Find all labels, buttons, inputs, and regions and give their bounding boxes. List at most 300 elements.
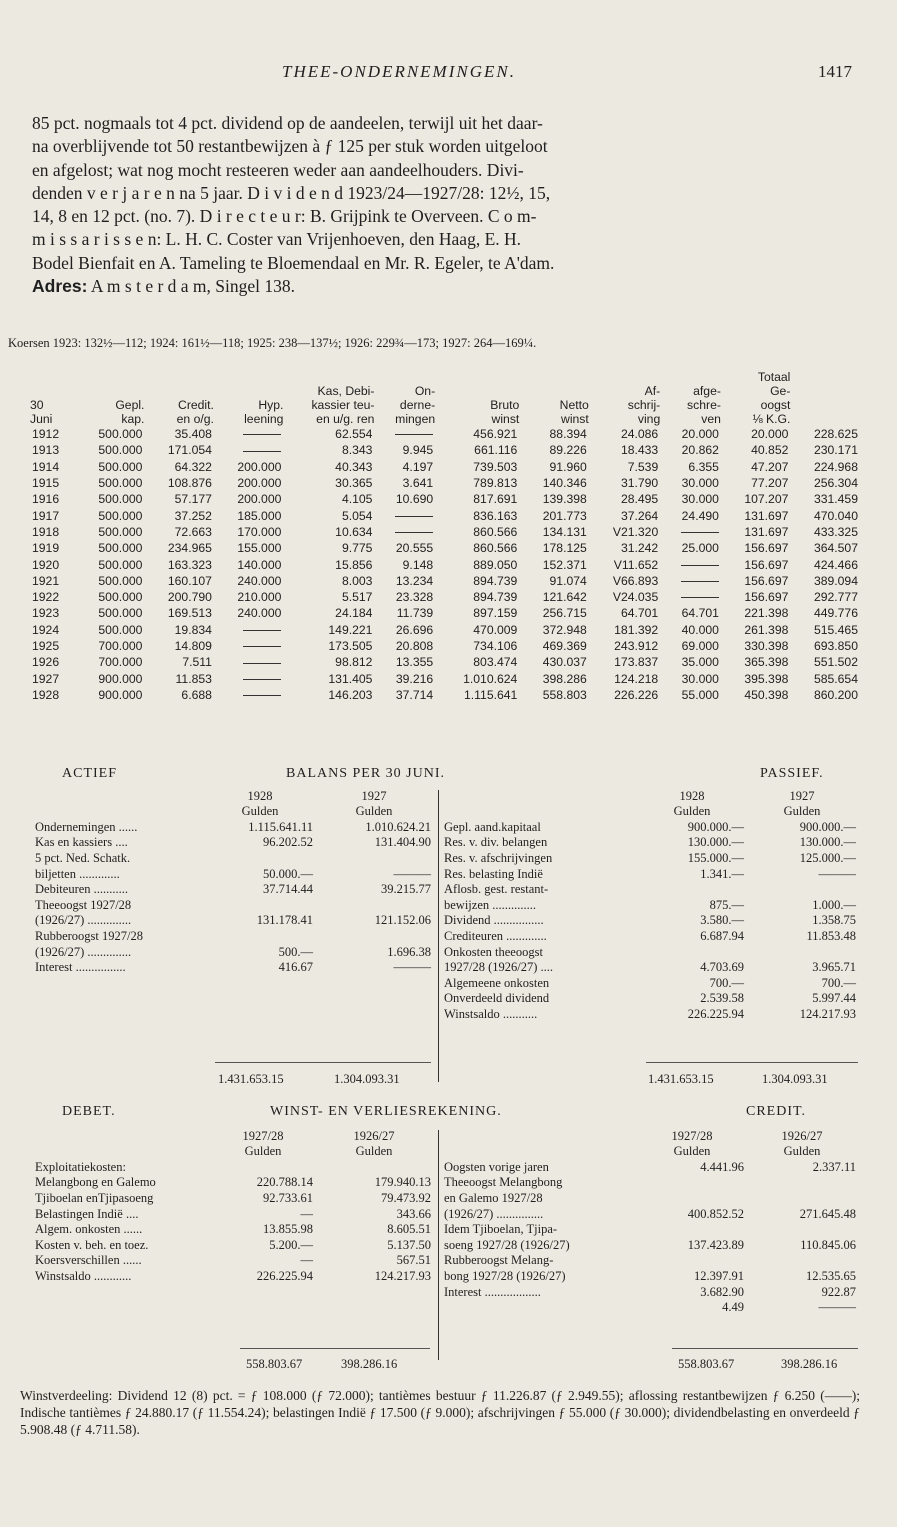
list-item [442, 1300, 858, 1316]
history-header-cell [519, 384, 588, 398]
dash-rule [243, 451, 281, 452]
history-header-cell: schre- [687, 398, 721, 412]
table-row [30, 687, 860, 703]
intro-line: en afgelost; wat nog mocht resteeren weder aan aandeelhouders. Divi- [32, 159, 524, 180]
table-row [30, 442, 860, 458]
history-header-cell: mingen [395, 412, 436, 426]
address-line [32, 275, 854, 298]
item-label: Theeoogst 1927/28 [35, 897, 132, 912]
table-cell: 500.000 [98, 606, 143, 621]
history-header-cell: Hyp. [258, 398, 284, 412]
total-debet-1928: 558.803.67 [246, 1357, 303, 1371]
list-item [33, 928, 433, 944]
table-cell [214, 670, 283, 686]
dash-rule [395, 516, 433, 517]
item-value [746, 944, 858, 960]
item-label: Onkosten theeoogst [444, 944, 543, 959]
table-cell: 18.433 [620, 443, 659, 458]
table-cell: 20.000 [751, 427, 789, 442]
dash-rule [243, 663, 281, 664]
table-cell: 330.398 [744, 639, 789, 653]
item-value: 5.137.50 [387, 1237, 431, 1252]
table-cell: 500.000 [98, 622, 143, 637]
item-value: 130.000.— [799, 835, 856, 850]
item-label: Algem. onkosten ...... [35, 1222, 143, 1237]
item-value [638, 1222, 746, 1238]
table-cell: 1917 [32, 508, 60, 523]
list-item [33, 1237, 433, 1253]
list-item [442, 975, 858, 991]
item-value: 3.682.90 [700, 1284, 744, 1299]
table-cell: 240.000 [237, 606, 282, 621]
table-cell: 131.405 [328, 671, 373, 686]
table-cell: 1923 [32, 606, 60, 621]
table-cell: 551.502 [813, 655, 858, 670]
table-row [30, 540, 860, 556]
history-header-cell [75, 370, 144, 384]
item-value [746, 882, 858, 898]
list-item [442, 1237, 858, 1253]
table-cell: 64.701 [681, 606, 719, 621]
winst-debet-title: DEBET. [62, 1104, 116, 1119]
total-credit-1927: 398.286.16 [781, 1357, 838, 1371]
dash-rule [243, 646, 281, 647]
item-value [205, 897, 315, 913]
table-cell: 1919 [32, 541, 60, 556]
table-cell: 181.392 [614, 622, 659, 637]
table-cell: 171.054 [167, 443, 212, 458]
list-item [442, 850, 858, 866]
table-cell [660, 573, 721, 589]
item-label: Melangbong en Galemo [35, 1175, 156, 1190]
table-row [30, 573, 860, 589]
table-cell: 163.323 [167, 557, 212, 572]
history-header-row [30, 412, 860, 426]
table-cell: 146.203 [328, 687, 373, 702]
table-cell: 3.641 [402, 476, 434, 491]
history-header-row [30, 398, 860, 412]
item-value: 4.49 [722, 1300, 744, 1315]
item-value [638, 882, 746, 898]
table-cell: 700.000 [98, 639, 143, 653]
dash-rule [681, 581, 719, 582]
koersen-line: Koersen 1923: 132½—112; 1924: 161½—118; 1925: 238—137½; 1926: 229¾—173; 1927: 264—169¼. [8, 336, 537, 350]
item-value: 50.000.— [263, 866, 313, 881]
item-value: 5.200.— [269, 1237, 313, 1252]
table-cell: V66.893 [612, 573, 659, 588]
table-row [30, 654, 860, 670]
page-number: 1417 [818, 62, 852, 81]
table-cell: 156.697 [744, 590, 789, 605]
table-cell: 30.000 [681, 492, 719, 507]
total-credit-1928: 558.803.67 [678, 1357, 735, 1371]
table-cell: 7.539 [627, 459, 659, 474]
unit-header: Gulden [783, 1144, 821, 1159]
table-cell: 13.234 [395, 573, 434, 588]
history-header-cell [283, 370, 374, 384]
list-item [442, 913, 858, 929]
item-value [315, 1159, 433, 1175]
table-cell: 40.852 [751, 443, 789, 458]
history-header-cell [214, 370, 283, 384]
unit-header: Gulden [673, 804, 711, 819]
intro-line: Bodel Bienfait en A. Tameling te Bloemendaal en Mr. R. Egeler, te A'dam. [32, 252, 555, 273]
item-value [315, 928, 433, 944]
table-cell: 139.398 [542, 492, 587, 507]
item-value: 226.225.94 [256, 1268, 313, 1283]
list-item [442, 1284, 858, 1300]
list-item [442, 1190, 858, 1206]
history-header-cell: Netto [559, 398, 589, 412]
dash-rule [681, 597, 719, 598]
table-cell: 900.000 [98, 687, 143, 702]
item-value: 2.337.11 [812, 1159, 856, 1174]
item-label: 5 pct. Ned. Schatk. [35, 850, 131, 865]
list-item [442, 1175, 858, 1191]
table-cell: 836.163 [473, 508, 518, 523]
list-item [33, 960, 433, 976]
item-value: 1.010.624.21 [365, 819, 431, 834]
item-label: (1926/27) ............... [444, 1206, 544, 1221]
history-header-cell [435, 384, 519, 398]
history-header-cell: schrij- [627, 398, 661, 412]
item-value: 271.645.48 [799, 1206, 856, 1221]
table-cell: 739.503 [473, 459, 518, 474]
table-cell: 173.837 [614, 655, 659, 670]
unit-header: Gulden [783, 804, 821, 819]
history-header-cell [144, 384, 213, 398]
table-cell: 9.775 [341, 541, 373, 556]
table-cell: 449.776 [813, 606, 858, 621]
list-item [33, 1253, 433, 1269]
history-header-row [30, 370, 860, 384]
history-header-cell [435, 370, 519, 384]
item-label: Res. v. afschrijvingen [444, 850, 553, 865]
item-value [315, 897, 433, 913]
winst-total-rule [240, 1348, 430, 1349]
table-cell: 860.566 [473, 524, 518, 539]
table-cell: 889.050 [473, 557, 518, 572]
item-label: en Galemo 1927/28 [444, 1190, 543, 1205]
item-value: 343.66 [396, 1206, 431, 1221]
unit-header: Gulden [241, 804, 279, 819]
history-header-cell [790, 384, 860, 398]
item-value: 875.— [709, 897, 744, 912]
list-item [442, 819, 858, 835]
year-header: 1927 [789, 788, 815, 803]
table-cell: 1926 [32, 655, 60, 670]
item-value: 39.215.77 [381, 882, 431, 897]
table-cell: 13.355 [395, 655, 434, 670]
table-cell: 1915 [32, 476, 60, 491]
table-cell: 500.000 [98, 427, 143, 442]
table-cell: 37.252 [174, 508, 212, 523]
table-cell: 228.625 [813, 427, 858, 442]
list-item [442, 897, 858, 913]
table-row [30, 459, 860, 475]
list-item [442, 944, 858, 960]
table-cell: 256.715 [542, 606, 587, 621]
item-value: 4.441.96 [700, 1159, 744, 1174]
list-item [442, 1253, 858, 1269]
table-cell: 91.960 [549, 459, 587, 474]
table-cell: 200.000 [237, 459, 282, 474]
item-value: 12.397.91 [694, 1268, 744, 1283]
table-cell: 88.394 [549, 427, 587, 442]
list-item [33, 944, 433, 960]
list-item [33, 835, 433, 851]
history-header-cell [75, 384, 144, 398]
history-header-cell [790, 412, 860, 426]
item-label: Algemeene onkosten [444, 975, 550, 990]
table-cell: 11.853 [175, 671, 212, 686]
item-value: 3.580.— [700, 913, 744, 928]
total-debet-1927: 398.286.16 [341, 1357, 398, 1371]
item-value: 500.— [278, 944, 313, 959]
table-cell: 261.398 [744, 622, 789, 637]
item-label: (1926/27) .............. [35, 944, 132, 959]
item-value: ——— [393, 866, 431, 881]
winst-credit-title: CREDIT. [746, 1104, 807, 1119]
dash-rule [243, 679, 281, 680]
table-cell: 10.634 [335, 524, 373, 539]
table-cell: 500.000 [98, 476, 143, 491]
table-row [30, 524, 860, 540]
list-item [33, 1206, 433, 1222]
table-cell: 500.000 [98, 443, 143, 458]
history-header-cell [790, 398, 860, 412]
item-label: (1926/27) .............. [35, 913, 132, 928]
item-value: 12.535.65 [806, 1268, 856, 1283]
total-passief-1928: 1.431.653.15 [648, 1072, 714, 1086]
year-header: 1927 [361, 788, 387, 803]
table-cell: 860.566 [473, 541, 518, 556]
table-cell: 107.207 [744, 492, 789, 507]
item-value: 79.473.92 [381, 1190, 431, 1205]
table-row [30, 670, 860, 686]
table-cell: 160.107 [167, 573, 212, 588]
table-cell: 256.304 [813, 476, 858, 491]
table-cell: 40.343 [335, 459, 373, 474]
item-value: 179.940.13 [374, 1175, 431, 1190]
balans-passief-table [442, 788, 858, 1022]
history-header-cell [790, 370, 860, 384]
history-header-cell: Credit. [178, 398, 214, 412]
balans-divider [438, 790, 439, 1082]
table-cell: 30.000 [681, 476, 719, 491]
item-value: 137.423.89 [687, 1237, 744, 1252]
item-value: 922.87 [821, 1284, 856, 1299]
history-header-cell: en u/g. ren [316, 412, 375, 426]
list-item [442, 1206, 858, 1222]
table-cell: 98.812 [335, 655, 373, 670]
table-cell: 226.226 [614, 687, 659, 702]
table-cell: 72.663 [174, 524, 212, 539]
table-cell: 5.517 [341, 590, 373, 605]
dash-rule [395, 434, 433, 435]
history-header-cell: derne- [399, 398, 436, 412]
table-row [30, 507, 860, 523]
item-label: Kas en kassiers .... [35, 835, 128, 850]
item-value [746, 1253, 858, 1269]
table-cell: 25.000 [681, 541, 719, 556]
table-cell: 9.945 [402, 443, 434, 458]
table-cell [214, 622, 283, 638]
item-value [638, 944, 746, 960]
table-cell: 20.862 [681, 443, 719, 458]
table-cell [214, 638, 283, 654]
item-label: soeng 1927/28 (1926/27) [444, 1237, 570, 1252]
table-cell: 5.054 [341, 508, 373, 523]
item-label: 1927/28 (1926/27) .... [444, 960, 554, 975]
table-cell: 6.355 [688, 459, 719, 474]
item-value: — [300, 1206, 313, 1221]
table-cell: 24.086 [620, 427, 659, 442]
table-cell: 398.286 [542, 671, 587, 686]
table-cell: 234.965 [167, 541, 212, 556]
table-cell [214, 442, 283, 458]
history-header-cell [30, 370, 75, 384]
table-cell: 1928 [32, 687, 60, 702]
table-cell: 456.921 [473, 427, 518, 442]
table-cell: 4.197 [402, 459, 434, 474]
history-header-cell: afge- [693, 384, 721, 398]
table-cell [214, 426, 283, 442]
table-cell: 424.466 [813, 557, 858, 572]
table-cell: 221.398 [744, 606, 789, 621]
item-value: 131.404.90 [374, 835, 431, 850]
year-header: 1927/28 [671, 1128, 713, 1143]
unit-header: Gulden [673, 1144, 711, 1159]
table-cell: 1914 [32, 459, 60, 474]
table-cell: 173.505 [328, 639, 373, 653]
table-cell: 4.105 [341, 492, 373, 507]
item-label: Koersverschillen ...... [35, 1253, 142, 1268]
table-cell: 240.000 [237, 573, 282, 588]
table-cell: 8.343 [341, 443, 373, 458]
table-cell: 500.000 [98, 557, 143, 572]
table-cell: 803.474 [473, 655, 518, 670]
item-label [442, 1300, 638, 1316]
history-header-cell: Gepl. [115, 398, 145, 412]
total-actief-1927: 1.304.093.31 [334, 1072, 400, 1086]
table-cell: 1921 [32, 573, 60, 588]
intro-line: 85 pct. nogmaals tot 4 pct. dividend op de aandeelen, terwijl uit het daar- [32, 113, 543, 133]
table-cell: 30.365 [335, 476, 373, 491]
list-item [33, 1222, 433, 1238]
table-cell: 62.554 [335, 427, 373, 442]
address-value: A m s t e r d a m, Singel 138. [90, 276, 296, 297]
list-item [33, 1268, 433, 1284]
item-value: 13.855.98 [263, 1222, 313, 1237]
table-cell: 55.000 [681, 687, 719, 702]
address-label: Adres: [32, 276, 88, 297]
table-cell: 500.000 [98, 459, 143, 474]
intro-line: m i s s a r i s s e n: L. H. C. Coster van Vrijenhoeven, den Haag, E. H. [32, 229, 522, 250]
table-cell: 1922 [32, 590, 60, 605]
table-cell: 156.697 [744, 557, 789, 572]
history-header-cell: winst [561, 412, 589, 426]
item-value: 1.000.— [812, 897, 856, 912]
list-item [33, 882, 433, 898]
dash-rule [243, 434, 281, 435]
table-cell: 20.808 [395, 639, 434, 653]
table-cell: 500.000 [98, 492, 143, 507]
item-value: 125.000.— [799, 850, 856, 865]
item-value: 92.733.61 [263, 1190, 313, 1205]
list-item [33, 913, 433, 929]
table-cell: 1918 [32, 524, 60, 539]
item-value: 8.605.51 [387, 1222, 431, 1237]
list-item [33, 897, 433, 913]
table-cell: 585.654 [813, 671, 858, 686]
table-cell: 156.697 [744, 573, 789, 588]
item-value [205, 850, 315, 866]
item-label: Idem Tjiboelan, Tjipa- [444, 1222, 558, 1237]
table-cell: 131.697 [744, 524, 789, 539]
table-cell: 47.207 [751, 459, 789, 474]
item-label: Winstsaldo ........... [444, 1006, 538, 1021]
table-cell: 500.000 [98, 590, 143, 605]
list-item [33, 850, 433, 866]
item-label: Tjiboelan enTjipasoeng [35, 1190, 154, 1205]
list-item [442, 1268, 858, 1284]
table-cell: 28.495 [620, 492, 659, 507]
history-header-cell: ving [637, 412, 661, 426]
table-row [30, 622, 860, 638]
winst-debet-table [33, 1128, 433, 1284]
table-cell: 470.040 [813, 508, 858, 523]
item-value [746, 1222, 858, 1238]
table-cell [374, 524, 435, 540]
unit-header: Gulden [244, 1144, 282, 1159]
table-cell: 149.221 [328, 622, 373, 637]
table-cell: 1927 [32, 671, 60, 686]
history-header-cell: Juni [30, 412, 53, 426]
table-cell: 140.346 [542, 476, 587, 491]
winst-total-rule [672, 1348, 858, 1349]
item-value: — [300, 1253, 313, 1268]
item-label: biljetten ............. [35, 866, 120, 881]
table-row [30, 491, 860, 507]
page-header [0, 62, 897, 86]
table-cell: 156.697 [744, 541, 789, 556]
table-cell: 897.159 [473, 606, 518, 621]
history-header-cell: On- [414, 384, 436, 398]
table-cell: 450.398 [744, 687, 789, 702]
history-header-cell: Af- [644, 384, 661, 398]
table-cell: 500.000 [98, 573, 143, 588]
table-cell: 500.000 [98, 524, 143, 539]
table-cell: 31.790 [620, 476, 659, 491]
list-item [442, 835, 858, 851]
table-cell: 8.003 [341, 573, 373, 588]
list-item [442, 866, 858, 882]
item-label: Interest .................. [444, 1284, 541, 1299]
table-cell: 500.000 [98, 541, 143, 556]
table-cell: 35.408 [174, 427, 212, 442]
item-value: 567.51 [396, 1253, 431, 1268]
table-cell: 372.948 [542, 622, 587, 637]
item-value [746, 1190, 858, 1206]
table-cell: 89.226 [549, 443, 587, 458]
unit-header: Gulden [355, 1144, 393, 1159]
table-cell: V24.035 [612, 590, 659, 605]
winst-title: WINST- EN VERLIESREKENING. [270, 1104, 502, 1119]
item-value: 1.358.75 [812, 913, 856, 928]
item-label: Onverdeeld dividend [444, 991, 550, 1006]
table-cell: 230.171 [813, 443, 858, 458]
